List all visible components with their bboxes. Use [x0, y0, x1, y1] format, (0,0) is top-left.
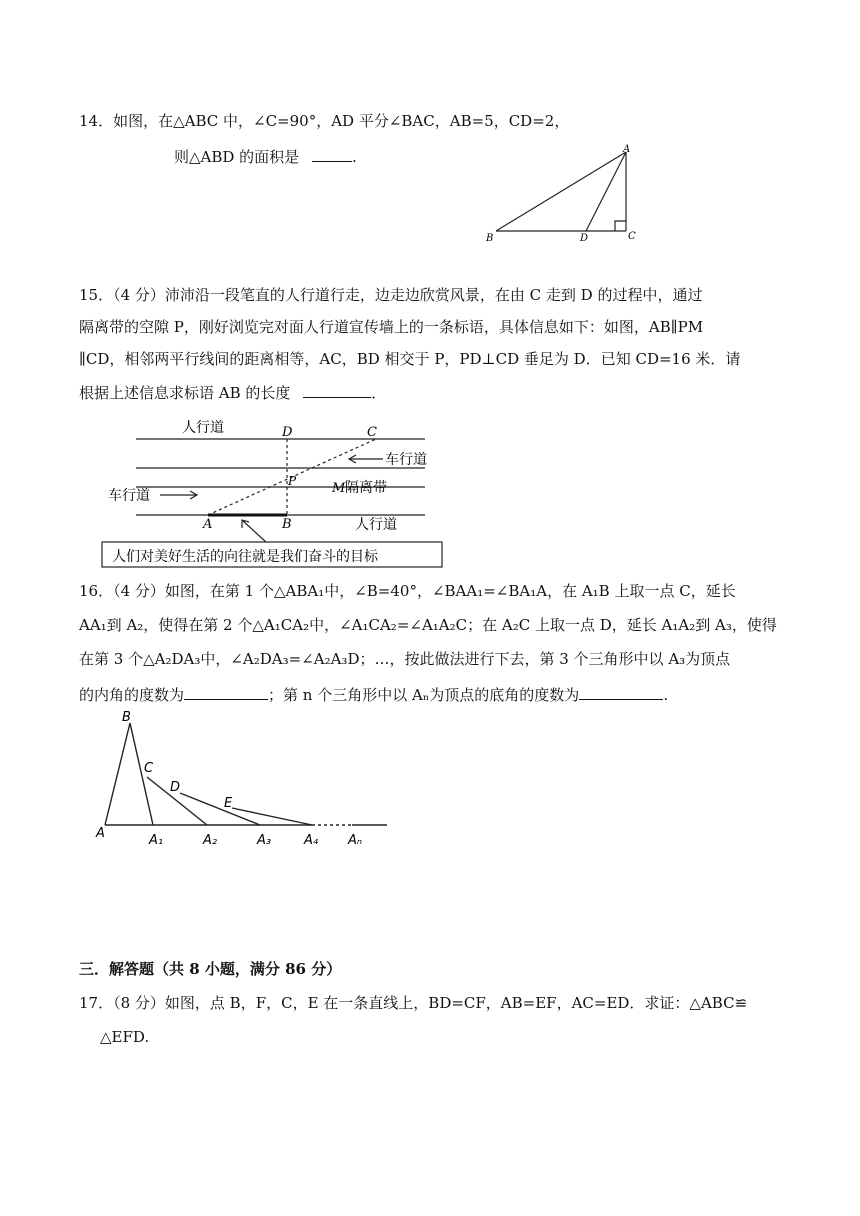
q16-figure: [90, 705, 390, 855]
q16-line4a: 的内角的度数为: [79, 686, 185, 704]
q16-label-e: E: [224, 796, 233, 811]
q16-answer-blank-1[interactable]: [184, 684, 268, 700]
q16-line4b: ；第 n 个三角形中以 Aₙ为顶点的底角的度数为: [268, 686, 580, 704]
q15-label-median: 隔离带: [345, 480, 387, 496]
q14-answer-blank[interactable]: [312, 146, 352, 162]
q16-line4: [79, 684, 668, 706]
q14-figure: [480, 140, 640, 250]
q16-segment-ab: [105, 723, 130, 825]
q17-line2: △EFD.: [100, 1028, 150, 1046]
q15-line1: 15．（4 分）沛沛沿一段笔直的人行道行走，边走边欣赏风景，在由 C 走到 D 的过程中，通过: [79, 286, 703, 304]
q15-line3: ∥CD，相邻两平行线间的距离相等，AC，BD 相交于 P，PD⊥CD 垂足为 D．已知 CD=16 米．请: [79, 350, 741, 368]
q14-label-b: B: [486, 233, 494, 244]
q16-line3: 在第 3 个△A₂DA₃中，∠A₂DA₃=∠A₂A₃D；…，按此做法进行下去，第 3 个三角形中以 A₃为顶点: [79, 650, 731, 668]
q15-label-road-left: 车行道: [108, 488, 150, 504]
q15-line4-end: ．: [371, 384, 387, 402]
q15-label-d: D: [282, 425, 293, 440]
q16-label-a1: A₁: [149, 833, 164, 848]
q16-segment-ea4: [232, 808, 312, 825]
q16-label-a3: A₃: [257, 833, 272, 848]
q16-label-a: A: [96, 826, 105, 841]
q15-line2: 隔离带的空隙 P，刚好浏览完对面人行道宣传墙上的一条标语，具体信息如下：如图，AB∥PM: [79, 318, 704, 336]
q16-label-a4: A₄: [304, 833, 319, 848]
q16-label-d: D: [170, 780, 181, 795]
q14-line2-end: .: [351, 148, 357, 166]
q16-line1: 16．（4 分）如图，在第 1 个△ABA₁中，∠B=40°，∠BAA₁=∠BA₁A，在 A₁B 上取一点 C，延长: [79, 582, 736, 600]
q16-label-b: B: [122, 710, 131, 725]
q14-label-d: D: [580, 233, 589, 244]
q14-label-a: A: [623, 144, 631, 155]
q14-line2: [174, 146, 357, 168]
q16-label-an: Aₙ: [348, 833, 363, 848]
q14-line1: 14．如图，在△ABC 中，∠C=90°，AD 平分∠BAC，AB=5，CD=2，: [79, 112, 570, 130]
q14-label-c: C: [628, 231, 636, 242]
q16-label-a2: A₂: [203, 833, 218, 848]
q16-line2: AA₁到 A₂，使得在第 2 个△A₁CA₂中，∠A₁CA₂=∠A₁A₂C；在 A₂C 上取一点 D，延长 A₁A₂到 A₃，使得: [79, 616, 777, 634]
q15-answer-blank[interactable]: [303, 382, 371, 398]
q15-label-b: B: [282, 517, 292, 532]
q15-label-sidewalk-bottom: 人行道: [355, 517, 397, 533]
q15-label-p: P: [288, 474, 297, 488]
q17-line1: 17．（8 分）如图，点 B，F，C，E 在一条直线上，BD=CF，AB=EF，AC=ED．求证：△ABC≌: [79, 994, 748, 1012]
q15-figure: [100, 415, 450, 570]
q16-answer-blank-2[interactable]: [579, 684, 663, 700]
q15-label-a: A: [203, 517, 213, 532]
q15-label-sidewalk-top: 人行道: [182, 420, 224, 436]
q15-banner-text: 人们对美好生活的向往就是我们奋斗的目标: [112, 549, 378, 565]
section3-title: 三．解答题（共 8 小题，满分 86 分）: [79, 960, 342, 978]
q16-line4-end: .: [663, 686, 669, 704]
q15-line4-text: 根据上述信息求标语 AB 的长度: [79, 384, 291, 402]
q15-label-road-right: 车行道: [385, 452, 427, 468]
q16-label-c: C: [144, 761, 154, 776]
q14-line2-text: 则△ABD 的面积是: [174, 148, 300, 166]
q15-arrow-banner: [243, 521, 266, 542]
q16-segment-da3: [180, 793, 260, 825]
q15-line4: [79, 382, 386, 404]
q14-right-angle-mark: [615, 221, 626, 231]
q15-label-m: M: [332, 481, 346, 496]
q15-label-c: C: [367, 425, 377, 440]
